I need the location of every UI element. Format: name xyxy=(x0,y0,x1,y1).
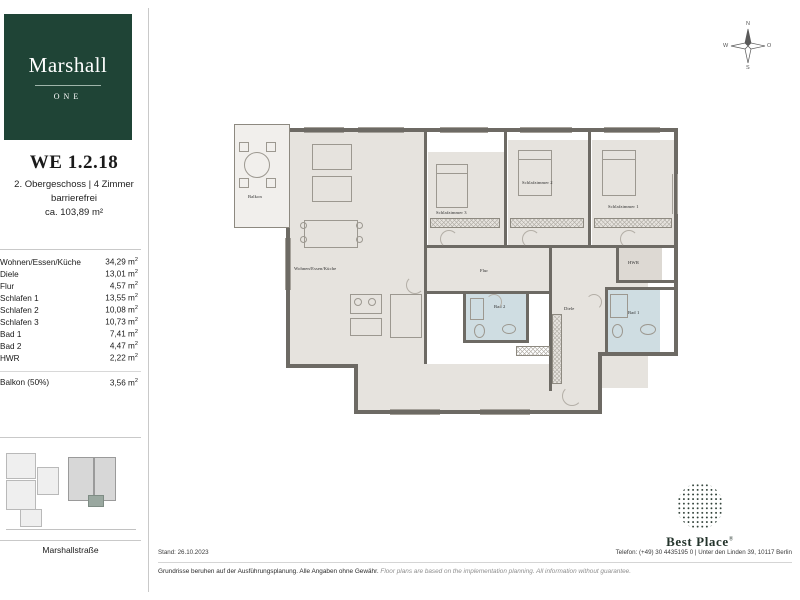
brand-logo-divider xyxy=(35,85,101,86)
balcony-chair-icon xyxy=(239,142,249,152)
room-area: 13,55 $m^2$ xyxy=(105,293,138,303)
header-divider xyxy=(0,249,141,250)
window-top-2 xyxy=(358,127,404,128)
window-bottom-2b xyxy=(480,414,530,415)
sitemap-block xyxy=(37,467,59,495)
window-left-1b xyxy=(290,238,291,290)
window-right-1b xyxy=(672,174,673,214)
wall-bad2-bottom xyxy=(463,340,529,343)
wall-exterior-mid-bottom xyxy=(286,364,358,368)
room-name: Schlafen 1 xyxy=(0,293,39,303)
bestplace-logo xyxy=(638,483,762,550)
stove-burner-icon xyxy=(354,298,362,306)
wall-exterior-right xyxy=(674,128,678,356)
disclaimer-de: Grundrisse beruhen auf der Ausführungsplanung. Alle Angaben ohne Gewähr. xyxy=(158,568,379,575)
wall-hwr-bottom xyxy=(616,280,678,283)
info-sidebar xyxy=(0,0,148,600)
footer-disclaimer xyxy=(158,568,792,575)
room-area: 4,47 $m^2$ xyxy=(109,341,138,351)
room-name: Flur xyxy=(0,281,15,291)
room-area: 4,57 $m^2$ xyxy=(109,281,138,291)
balcony-table-icon xyxy=(244,152,270,178)
wardrobe-icon-1 xyxy=(594,218,672,228)
unit-header xyxy=(0,152,148,218)
table-row xyxy=(0,340,141,352)
closet-icon-diele xyxy=(552,314,562,384)
room-name: Diele xyxy=(0,269,19,279)
pillow-icon-2 xyxy=(518,150,552,160)
wardrobe-icon-2 xyxy=(510,218,584,228)
room-label-bad-1: Bad 1 xyxy=(628,310,640,315)
pillow-icon-1 xyxy=(602,150,636,160)
room-label-schlafzimmer-2: Schlafzimmer 2 xyxy=(522,180,553,185)
chair-icon xyxy=(300,236,307,243)
sofa-icon xyxy=(312,144,352,170)
room-label-diele: Diele xyxy=(564,306,575,311)
window-top-5 xyxy=(604,127,660,128)
window-top-3 xyxy=(440,127,488,128)
compass-icon xyxy=(724,22,772,70)
window-right-1 xyxy=(677,174,678,214)
door-icon xyxy=(406,276,424,294)
wall-bad2-right xyxy=(526,291,529,343)
panel-divider xyxy=(148,8,149,592)
balcony-row xyxy=(0,378,141,388)
room-area: 10,08 $m^2$ xyxy=(105,305,138,315)
unit-accessibility: barrierefrei xyxy=(51,193,97,204)
fridge-icon xyxy=(390,294,422,338)
stove-burner-icon xyxy=(368,298,376,306)
sitemap-street-label: Marshallstraße xyxy=(42,545,99,555)
table-row xyxy=(0,316,141,328)
wall-bad2-left xyxy=(463,291,466,343)
door-icon xyxy=(522,230,540,248)
window-left-1 xyxy=(285,238,286,290)
window-top-1 xyxy=(304,127,344,128)
room-area: 13,01 $m^2$ xyxy=(105,269,138,279)
room-name: Wohnen/Essen/Küche xyxy=(0,257,81,267)
bestplace-name: Best Place® xyxy=(666,534,734,549)
window-bottom-1b xyxy=(390,414,440,415)
door-icon xyxy=(620,230,638,248)
footer-divider xyxy=(158,562,792,563)
door-icon xyxy=(586,294,602,310)
room-name: Schlafen 2 xyxy=(0,305,39,315)
wardrobe-icon-3 xyxy=(430,218,500,228)
door-icon xyxy=(440,230,458,248)
sink-icon xyxy=(350,318,382,336)
sitemap-block xyxy=(6,453,36,479)
door-icon xyxy=(486,294,502,310)
dining-table-icon xyxy=(304,220,358,248)
wall-exterior-lower-left xyxy=(354,364,358,414)
compass-rose-icon xyxy=(724,22,772,70)
unit-code: WE 1.2.18 xyxy=(29,152,119,173)
sitemap-block xyxy=(6,480,36,510)
sofa-icon-2 xyxy=(312,176,352,202)
sink-icon-2 xyxy=(502,324,516,334)
room-label-schlafzimmer-3: Schlafzimmer 3 xyxy=(436,210,467,215)
sitemap-highlight-unit xyxy=(88,495,104,507)
wall-bad1-left xyxy=(605,287,608,353)
disclaimer-en: Floor plans are based on the implementation planning. All information without guarantee. xyxy=(380,568,631,575)
compass-east-label: O xyxy=(767,43,772,49)
sink-icon-1 xyxy=(640,324,656,335)
compass-west-label: W xyxy=(723,43,729,49)
table-row xyxy=(0,304,141,316)
wall-bad1-top xyxy=(605,287,678,290)
wall-interior-3 xyxy=(588,132,591,248)
sitemap-block xyxy=(20,509,42,527)
unit-floor-rooms: 2. Obergeschoss | 4 Zimmer xyxy=(14,179,134,190)
balcony-chair-icon xyxy=(266,142,276,152)
sitemap-divider-bottom xyxy=(0,540,141,541)
brand-logo-subtitle: ONE xyxy=(53,92,83,101)
balcony-name: Balkon (50%) xyxy=(0,378,50,387)
table-row xyxy=(0,280,141,292)
room-area: 10,73 $m^2$ xyxy=(105,317,138,327)
window-top-4b xyxy=(520,132,572,133)
chair-icon xyxy=(356,222,363,229)
chair-icon xyxy=(356,236,363,243)
brand-logo xyxy=(4,14,132,140)
window-bottom-1 xyxy=(390,409,440,410)
plan-area xyxy=(150,0,800,600)
room-name: Bad 2 xyxy=(0,341,22,351)
unit-total-area: ca. 103,89 m² xyxy=(44,207,104,218)
brand-logo-title: Marshall xyxy=(28,53,108,77)
sitemap-divider-top xyxy=(0,437,141,438)
balcony-chair-icon xyxy=(266,178,276,188)
room-label-wohnen: Wohnen/Essen/Küche xyxy=(294,266,337,271)
balcony-chair-icon xyxy=(239,178,249,188)
compass-north-label: N xyxy=(746,21,750,27)
table-row xyxy=(0,352,141,364)
wall-step-vertical xyxy=(598,352,602,414)
plan-date: Stand: 26.10.2023 xyxy=(158,549,209,556)
bestplace-dots-icon xyxy=(677,483,723,529)
shower-icon-1 xyxy=(610,294,628,318)
room-name: Schlafen 3 xyxy=(0,317,39,327)
window-top-1b xyxy=(304,132,344,133)
wall-interior-2 xyxy=(504,132,507,248)
entry-door-icon xyxy=(562,386,582,406)
wall-interior-1 xyxy=(424,132,427,364)
table-row xyxy=(0,268,141,280)
table-row xyxy=(0,256,141,268)
room-label-bad-2: Bad 2 xyxy=(494,304,506,309)
room-area-table xyxy=(0,256,141,364)
window-top-4 xyxy=(520,127,572,128)
wall-hwr-left xyxy=(616,245,619,283)
room-label-balkon: Balkon xyxy=(248,194,262,199)
window-top-5b xyxy=(604,132,660,133)
room-area: 34,29 $m^2$ xyxy=(105,257,138,267)
room-label-flur: Flur xyxy=(480,268,489,273)
room-name: HWR xyxy=(0,354,20,363)
room-area: 7,41 $m^2$ xyxy=(109,329,138,339)
shower-icon-2 xyxy=(470,298,484,320)
contact-info: Telefon: (+49) 30 4435195 0 | Unter den Linden 39, 10117 Berlin xyxy=(615,549,792,556)
pillow-icon-3 xyxy=(436,164,468,174)
table-row xyxy=(0,328,141,340)
room-label-hwr: HWR xyxy=(628,260,640,265)
balcony-area: 3,56 $m^2$ xyxy=(109,378,138,388)
chair-icon xyxy=(300,222,307,229)
toilet-icon-1 xyxy=(612,324,623,338)
closet-icon-flur xyxy=(516,346,550,356)
wall-exterior-right-bottom xyxy=(598,352,678,356)
window-top-3b xyxy=(440,132,488,133)
floorplan-drawing xyxy=(230,118,710,448)
wall-interior-corridor-bottom xyxy=(424,291,552,294)
toilet-icon-2 xyxy=(474,324,485,338)
window-top-2b xyxy=(358,132,404,133)
room-label-schlafzimmer-1: Schlafzimmer 1 xyxy=(608,204,639,209)
rooms-divider xyxy=(0,371,141,372)
room-area: 2,22 $m^2$ xyxy=(109,353,138,363)
site-key-plan xyxy=(4,447,140,539)
table-row xyxy=(0,292,141,304)
room-fill-hwr xyxy=(618,248,662,282)
room-name: Bad 1 xyxy=(0,329,22,339)
compass-south-label: S xyxy=(746,65,750,71)
sitemap-street-line xyxy=(6,529,136,530)
window-bottom-2 xyxy=(480,409,530,410)
